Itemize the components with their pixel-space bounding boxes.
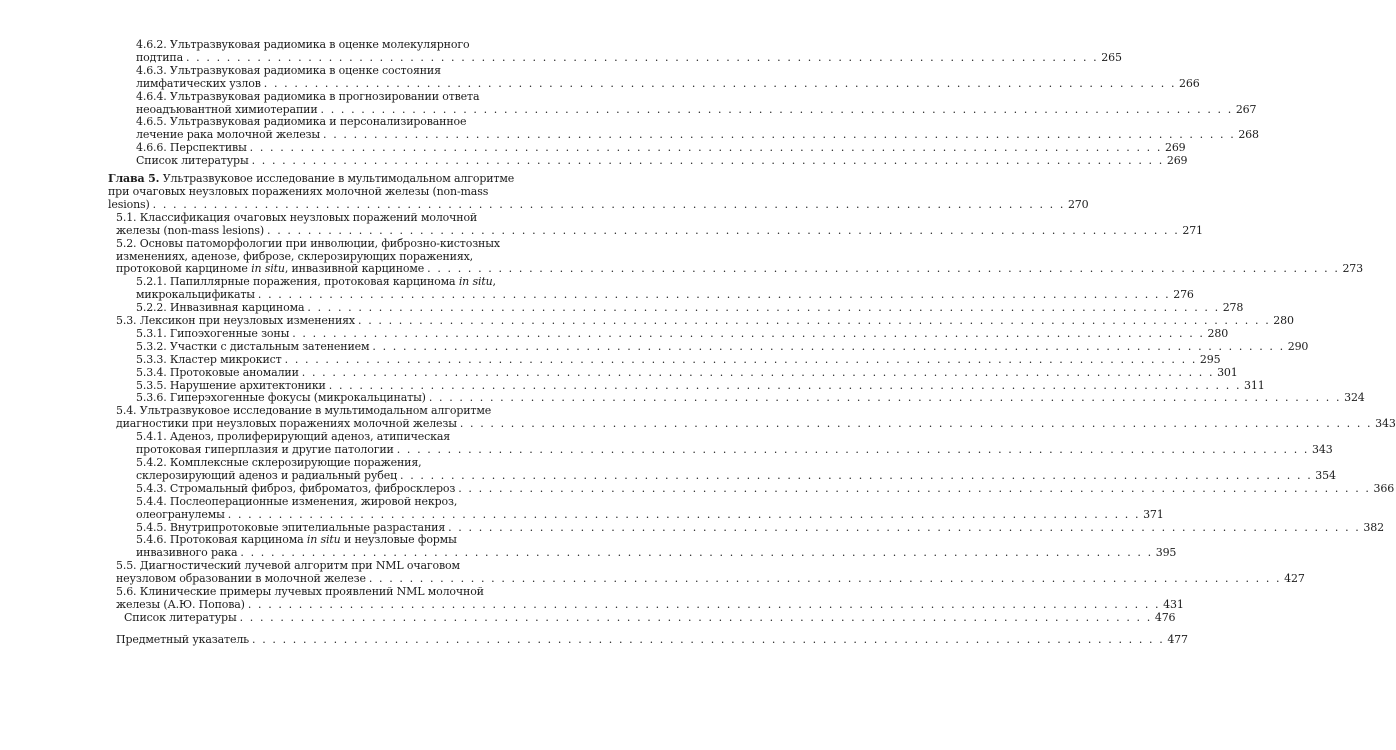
dot-leader: . . . . . . . . . . . . . . . . . . . . . . . . . . . . . . . . . . . . . . . . . . . . . . . . . . . . . . . . . . . . . . . . . . . . . . . . . . . . . . . . . . . . . . . . . . — [284, 352, 1197, 366]
dot-leader: . . . . . . . . . . . . . . . . . . . . . . . . . . . . . . . . . . . . . . . . . . . . . . . . . . . . . . . . . . . . . . . . . . . . . . . . . . . . . . . . . . . . . . . . . . — [251, 154, 1164, 168]
toc-entry-last-line — [116, 314, 1294, 328]
table-of-contents — [108, 38, 1396, 647]
toc-entry — [108, 63, 1200, 91]
dot-leader: . . . . . . . . . . . . . . . . . . . . . . . . . . . . . . . . . . . . . . . . . . . . . . . . . . . . . . . . . . . . . . . . . . . . . . . . . . . . . . . . . . . . . . . . . . — [372, 339, 1285, 353]
toc-entry-last-line — [136, 339, 1309, 354]
toc-entry-line — [136, 457, 502, 470]
page-number: 280 — [1207, 326, 1229, 340]
page-number: 290 — [1287, 339, 1309, 353]
dot-leader: . . . . . . . . . . . . . . . . . . . . . . . . . . . . . . . . . . . . . . . . . . . . . . . . . . . . . . . . . . . . . . . . . . . . . . . . . . . . . . . . . . . . . . . . . . — [458, 481, 1371, 495]
dot-leader: . . . . . . . . . . . . . . . . . . . . . . . . . . . . . . . . . . . . . . . . . . . . . . . . . . . . . . . . . . . . . . . . . . . . . . . . . . . . . . . . . . . . . . . . . . — [301, 365, 1215, 379]
toc-entry-text: протоковой карциноме in situ, инвазивной карциноме — [116, 262, 425, 276]
toc-entry-line — [116, 212, 502, 225]
toc-entry — [108, 314, 1294, 328]
toc-entry-text: изменениях, аденозе, фиброзе, склерозирующих поражениях, — [116, 249, 474, 263]
toc-chapter-entry — [108, 172, 1089, 212]
toc-entry-text: 5.4.3. Стромальный фиброз, фиброматоз, фибросклероз — [136, 481, 456, 495]
toc-entry — [108, 456, 1336, 483]
page-number: 267 — [1235, 102, 1257, 116]
toc-entry-last-line — [136, 468, 1336, 483]
toc-entry-text: Ультразвуковое исследование в мультимодальном алгоритме — [159, 172, 515, 186]
toc-entry-text: диагностики при неузловых поражениях молочной железы — [116, 417, 457, 431]
toc-entry — [108, 494, 1164, 522]
page-number: 395 — [1155, 546, 1177, 560]
toc-entry-last-line — [124, 610, 1176, 625]
toc-entry-text: 5.3.5. Нарушение архитектоники — [136, 378, 326, 392]
toc-entry-text: 5.3.6. Гиперэхогенные фокусы (микрокальцинаты) — [136, 391, 426, 405]
dot-leader: . . . . . . . . . . . . . . . . . . . . . . . . . . . . . . . . . . . . . . . . . . . . . . . . . . . . . . . . . . . . . . . . . . . . . . . . . . . . . . . . . . . . . . . . . . — [239, 610, 1152, 624]
page-number: 276 — [1173, 288, 1194, 302]
dot-leader: . . . . . . . . . . . . . . . . . . . . . . . . . . . . . . . . . . . . . . . . . . . . . . . . . . . . . . . . . . . . . . . . . . . . . . . . . . . . . . . . . . . . . . . . . . — [358, 314, 1271, 328]
toc-entry-text: 5.4.2. Комплексные склерозирующие поражения, — [136, 456, 422, 469]
toc-entry-text: инвазивного рака — [136, 546, 238, 560]
toc-entry-text: при очаговых неузловых поражениях молочной железы (non-mass — [108, 184, 489, 198]
toc-entry — [108, 430, 1333, 457]
toc-entry — [108, 210, 1203, 238]
page-number: 269 — [1166, 154, 1188, 168]
toc-entry-text: 5.1. Классификация очаговых неузловых поражений молочной — [116, 210, 478, 224]
toc-entry-text: lesions) — [108, 197, 150, 211]
dot-leader: . . . . . . . . . . . . . . . . . . . . . . . . . . . . . . . . . . . . . . . . . . . . . . . . . . . . . . . . . . . . . . . . . . . . . . . . . . . . . . . . . . . . . . . . . . — [427, 262, 1340, 276]
dot-leader: . . . . . . . . . . . . . . . . . . . . . . . . . . . . . . . . . . . . . . . . . . . . . . . . . . . . . . . . . . . . . . . . . . . . . . . . . . . . . . . . . . . . . . . . . . — [428, 391, 1342, 405]
toc-entry — [108, 585, 1184, 612]
toc-entry-last-line — [116, 597, 1184, 612]
toc-entry-text: лечение рака молочной железы — [136, 128, 321, 142]
toc-entry — [108, 352, 1221, 367]
page-number: 476 — [1154, 610, 1176, 624]
toc-entry — [108, 404, 1396, 431]
toc-entry-text: железы (non-mass lesions) — [116, 223, 265, 237]
toc-entry-text: 5.3.2. Участки с дистальным затенением — [136, 339, 370, 353]
page-number: 477 — [1167, 632, 1188, 646]
toc-entry — [108, 533, 1177, 560]
dot-leader: . . . . . . . . . . . . . . . . . . . . . . . . . . . . . . . . . . . . . . . . . . . . . . . . . . . . . . . . . . . . . . . . . . . . . . . . . . . . . . . . . . . . . . . . . . — [307, 301, 1220, 315]
toc-entry-text: микрокальцификаты — [136, 288, 255, 302]
page-number: 280 — [1273, 314, 1294, 328]
toc-entry-line — [136, 91, 502, 104]
dot-leader: . . . . . . . . . . . . . . . . . . . . . . . . . . . . . . . . . . . . . . . . . . . . . . . . . . . . . . . . . . . . . . . . . . . . . . . . . . . . . . . . . . . . . . . . . . — [247, 597, 1161, 611]
page-number: 343 — [1312, 443, 1333, 457]
toc-entry-text: Список литературы — [124, 610, 237, 624]
toc-entry-text: 5.2. Основы патоморфологии при инволюции, фиброзно-кистозных — [116, 236, 500, 250]
page-number: 265 — [1101, 50, 1122, 64]
toc-entry-line — [136, 65, 502, 78]
toc-entry-text: неузловом образовании в молочной железе — [116, 572, 366, 586]
toc-entry-text: 5.3.1. Гипоэхогенные зоны — [136, 326, 290, 340]
dot-leader: . . . . . . . . . . . . . . . . . . . . . . . . . . . . . . . . . . . . . . . . . . . . . . . . . . . . . . . . . . . . . . . . . . . . . . . . . . . . . . . . . . . . . . . . . . — [400, 468, 1313, 482]
page-number: 382 — [1363, 520, 1384, 534]
toc-entry-last-line — [136, 326, 1229, 341]
dot-leader: . . . . . . . . . . . . . . . . . . . . . . . . . . . . . . . . . . . . . . . . . . . . . . . . . . . . . . . . . . . . . . . . . . . . . . . . . . . . . . . . . . . . . . . . . . — [257, 288, 1171, 302]
toc-entry-text: 5.5. Диагностический лучевой алгоритм при NML очаговом — [116, 559, 460, 573]
toc-entry-text: протоковая гиперплазия и другие патологии — [136, 443, 394, 457]
dot-leader: . . . . . . . . . . . . . . . . . . . . . . . . . . . . . . . . . . . . . . . . . . . . . . . . . . . . . . . . . . . . . . . . . . . . . . . . . . . . . . . . . . . . . . . . . . — [227, 507, 1141, 521]
page-number: 354 — [1315, 468, 1336, 482]
dot-leader: . . . . . . . . . . . . . . . . . . . . . . . . . . . . . . . . . . . . . . . . . . . . . . . . . . . . . . . . . . . . . . . . . . . . . . . . . . . . . . . . . . . . . . . . . . — [328, 378, 1242, 392]
toc-entry-text: 5.4. Ультразвуковое исследование в мультимодальном алгоритме — [116, 404, 492, 418]
toc-entry-text: 4.6.4. Ультразвуковая радиомика в прогнозировании ответа — [136, 89, 480, 103]
toc-entry-text: 5.3. Лексикон при неузловых изменениях — [116, 314, 355, 328]
page-number: 271 — [1182, 223, 1203, 237]
toc-entry-last-line — [116, 632, 1188, 647]
dot-leader: . . . . . . . . . . . . . . . . . . . . . . . . . . . . . . . . . . . . . . . . . . . . . . . . . . . . . . . . . . . . . . . . . . . . . . . . . . . . . . . . . . . . . . . . . . — [267, 223, 1180, 237]
page-number: 278 — [1222, 301, 1244, 315]
dot-leader: . . . . . . . . . . . . . . . . . . . . . . . . . . . . . . . . . . . . . . . . . . . . . . . . . . . . . . . . . . . . . . . . . . . . . . . . . . . . . . . . . . . . . . . . . . — [249, 141, 1162, 155]
page-number: 371 — [1143, 507, 1164, 521]
page-number: 366 — [1373, 481, 1395, 495]
toc-entry-text: 4.6.5. Ультразвуковая радиомика и персонализированное — [136, 115, 467, 129]
toc-entry-text: 5.4.1. Аденоз, пролиферирующий аденоз, атипическая — [136, 430, 451, 444]
toc-entry-last-line — [136, 507, 1164, 522]
page-number: 266 — [1179, 76, 1200, 90]
page-number: 295 — [1199, 352, 1221, 366]
dot-leader: . . . . . . . . . . . . . . . . . . . . . . . . . . . . . . . . . . . . . . . . . . . . . . . . . . . . . . . . . . . . . . . . . . . . . . . . . . . . . . . . . . . . . . . . . . — [263, 76, 1177, 90]
toc-entry-text: 4.6.3. Ультразвуковая радиомика в оценке состояния — [136, 63, 441, 77]
toc-entry-line — [136, 496, 502, 509]
toc-entry-text: 5.2.1. Папиллярные поражения, протоковая карцинома in situ, — [136, 275, 496, 289]
toc-entry-text: 5.3.4. Протоковые аномалии — [136, 365, 299, 379]
toc-entry — [108, 339, 1309, 354]
toc-entry-text: Список литературы — [136, 154, 249, 168]
toc-entry-text: склерозирующий аденоз и радиальный рубец — [136, 468, 397, 482]
dot-leader: . . . . . . . . . . . . . . . . . . . . . . . . . . . . . . . . . . . . . . . . . . . . . . . . . . . . . . . . . . . . . . . . . . . . . . . . . . . . . . . . . . . . . . . . . . — [323, 128, 1236, 142]
dot-leader: . . . . . . . . . . . . . . . . . . . . . . . . . . . . . . . . . . . . . . . . . . . . . . . . . . . . . . . . . . . . . . . . . . . . . . . . . . . . . . . . . . . . . . . . . . — [240, 546, 1153, 560]
toc-entry-text: Предметный указатель — [116, 632, 250, 646]
toc-entry — [108, 115, 1259, 142]
toc-entry-last-line — [136, 352, 1221, 367]
page-number: 270 — [1067, 197, 1089, 211]
toc-entry-last-line — [136, 154, 1188, 168]
dot-leader: . . . . . . . . . . . . . . . . . . . . . . . . . . . . . . . . . . . . . . . . . . . . . . . . . . . . . . . . . . . . . . . . . . . . . . . . . . . . . . . . . . . . . . . . . . — [448, 520, 1361, 534]
dot-leader: . . . . . . . . . . . . . . . . . . . . . . . . . . . . . . . . . . . . . . . . . . . . . . . . . . . . . . . . . . . . . . . . . . . . . . . . . . . . . . . . . . . . . . . . . . — [185, 50, 1099, 64]
page-number: 268 — [1238, 128, 1259, 142]
page-number: 269 — [1164, 141, 1186, 155]
dot-leader: . . . . . . . . . . . . . . . . . . . . . . . . . . . . . . . . . . . . . . . . . . . . . . . . . . . . . . . . . . . . . . . . . . . . . . . . . . . . . . . . . . . . . . . . . . — [320, 102, 1233, 116]
toc-entry — [108, 89, 1257, 117]
page-number: 301 — [1217, 365, 1238, 379]
page-number: 273 — [1342, 262, 1363, 276]
toc-entry — [108, 559, 1305, 586]
toc-entry-line — [136, 39, 502, 52]
toc-entry-text: 5.2.2. Инвазивная карцинома — [136, 301, 305, 315]
dot-leader: . . . . . . . . . . . . . . . . . . . . . . . . . . . . . . . . . . . . . . . . . . . . . . . . . . . . . . . . . . . . . . . . . . . . . . . . . . . . . . . . . . . . . . . . . . — [459, 417, 1373, 431]
toc-entry-text: 5.6. Клинические примеры лучевых проявлений NML молочной — [116, 585, 484, 599]
toc-entry — [108, 275, 1194, 302]
page-number: 343 — [1375, 417, 1396, 431]
chapter-label: Глава 5. — [108, 172, 160, 186]
toc-entry-text: лимфатических узлов — [136, 76, 261, 90]
toc-entry-text: олеогранулемы — [136, 507, 225, 521]
toc-entry — [108, 38, 1122, 65]
dot-leader: . . . . . . . . . . . . . . . . . . . . . . . . . . . . . . . . . . . . . . . . . . . . . . . . . . . . . . . . . . . . . . . . . . . . . . . . . . . . . . . . . . . . . . . . . . — [292, 326, 1205, 340]
dot-leader: . . . . . . . . . . . . . . . . . . . . . . . . . . . . . . . . . . . . . . . . . . . . . . . . . . . . . . . . . . . . . . . . . . . . . . . . . . . . . . . . . . . . . . . . . . — [252, 632, 1165, 646]
toc-entry-text: 5.4.6. Протоковая карцинома in situ и неузловые формы — [136, 533, 457, 547]
toc-entry — [108, 236, 1363, 277]
page-number: 431 — [1163, 597, 1184, 611]
dot-leader: . . . . . . . . . . . . . . . . . . . . . . . . . . . . . . . . . . . . . . . . . . . . . . . . . . . . . . . . . . . . . . . . . . . . . . . . . . . . . . . . . . . . . . . . . . — [368, 572, 1282, 586]
toc-entry — [108, 154, 1188, 168]
toc-entry-text: 5.4.5. Внутрипротоковые эпителиальные разрастания — [136, 520, 446, 534]
toc-entry-text: подтипа — [136, 50, 183, 64]
page-number: 427 — [1284, 572, 1305, 586]
toc-entry-text: 5.4.4. Послеоперационные изменения, жировой некроз, — [136, 494, 458, 508]
toc-entry — [108, 610, 1176, 625]
toc-entry — [108, 365, 1238, 380]
toc-entry-text: неоадъювантной химиотерапии — [136, 102, 318, 116]
page-number: 324 — [1344, 391, 1365, 405]
dot-leader: . . . . . . . . . . . . . . . . . . . . . . . . . . . . . . . . . . . . . . . . . . . . . . . . . . . . . . . . . . . . . . . . . . . . . . . . . . . . . . . . . . . . . . . . . . — [152, 197, 1065, 211]
toc-entry-text: железы (А.Ю. Попова) — [116, 597, 245, 611]
toc-entry-text: 5.3.3. Кластер микрокист — [136, 352, 282, 366]
page-number: 311 — [1244, 378, 1265, 392]
toc-entry-line — [108, 186, 502, 199]
toc-entry — [108, 632, 1188, 647]
toc-entry-last-line — [136, 365, 1238, 380]
dot-leader: . . . . . . . . . . . . . . . . . . . . . . . . . . . . . . . . . . . . . . . . . . . . . . . . . . . . . . . . . . . . . . . . . . . . . . . . . . . . . . . . . . . . . . . . . . — [396, 443, 1310, 457]
toc-entry-text: 4.6.6. Перспективы — [136, 141, 247, 155]
toc-entry — [108, 326, 1229, 341]
toc-entry-text: 4.6.2. Ультразвуковая радиомика в оценке молекулярного — [136, 38, 470, 51]
